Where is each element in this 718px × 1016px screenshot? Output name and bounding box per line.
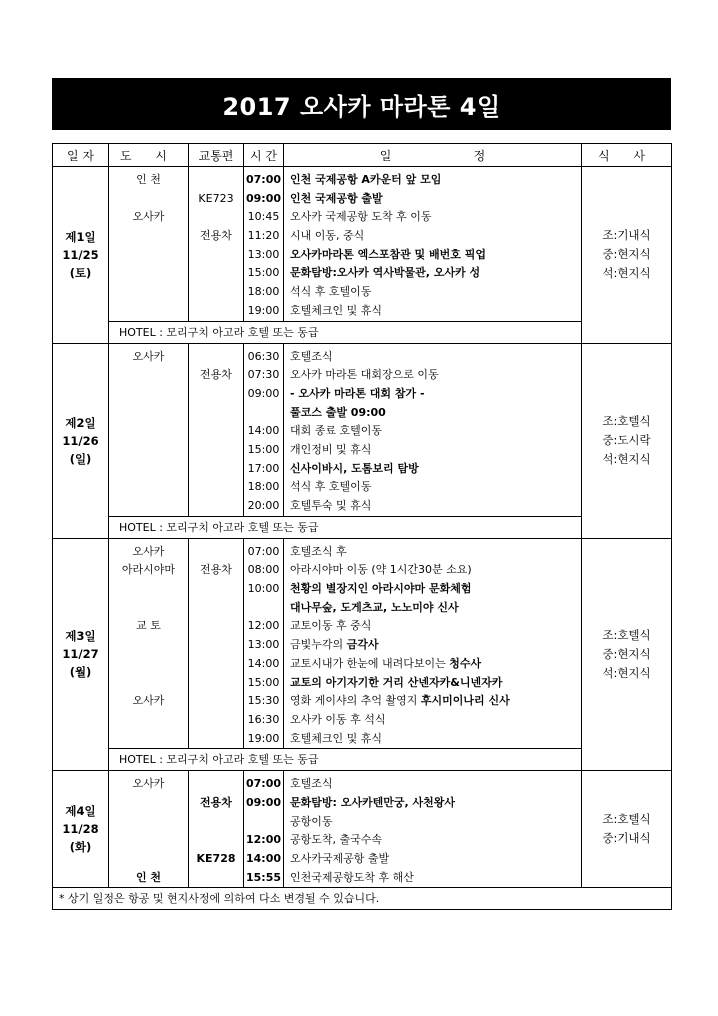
schedule-item-part: 청수사	[449, 656, 482, 670]
day-label-line: 제4일	[65, 804, 96, 819]
transport-value	[189, 441, 243, 460]
city-value	[109, 366, 188, 385]
city-value: 교 토	[136, 619, 161, 633]
transport-value	[189, 283, 243, 302]
city-cell	[109, 167, 189, 322]
city-value	[109, 385, 188, 404]
day-row	[53, 538, 672, 749]
meal-item: 석:현지식	[602, 665, 651, 680]
meal-item: 석:현지식	[602, 452, 651, 467]
time-value: 10:00	[247, 582, 280, 596]
header-schedule-right: 정	[473, 148, 486, 163]
day-row	[53, 343, 672, 516]
transport-value: 전용차	[200, 795, 232, 809]
city-value	[109, 636, 188, 655]
schedule-cell	[284, 771, 582, 888]
transport-cell	[189, 771, 244, 888]
time-value: 20:00	[247, 499, 280, 512]
transport-value	[189, 692, 243, 711]
day-label-cell	[53, 771, 109, 888]
meal-cell	[582, 771, 672, 888]
transport-value	[189, 385, 243, 404]
day-label-line: (토)	[69, 265, 92, 280]
schedule-item: 천황의 별장지인 아라시야마 문화체험	[290, 582, 472, 596]
city-value	[109, 246, 188, 265]
schedule-item: 오사카 마라톤 대회장으로 이동	[290, 368, 439, 382]
page-title: 2017 오사카 마라톤 4일	[52, 78, 671, 130]
time-cell	[244, 538, 284, 749]
city-value	[109, 794, 188, 813]
city-value	[109, 422, 188, 441]
schedule-item-part: 후시미이나리 신사	[420, 694, 510, 708]
meal-item: 조:기내식	[602, 228, 651, 243]
transport-value	[189, 580, 243, 599]
schedule-item: 시내 이동, 중식	[290, 229, 365, 243]
city-cell	[109, 771, 189, 888]
transport-value: KE728	[196, 852, 236, 865]
hotel-info: HOTEL : 모리구치 아고라 호텔 또는 동급	[109, 516, 582, 538]
day-label-line: 11/28	[62, 822, 99, 837]
time-value: 07:00	[247, 544, 280, 558]
schedule-item	[284, 636, 581, 655]
transport-value	[189, 422, 243, 441]
transport-value	[189, 302, 243, 321]
hotel-info: HOTEL : 모리구치 아고라 호텔 또는 동급	[109, 749, 582, 771]
hotel-info: HOTEL : 모리구치 아고라 호텔 또는 동급	[109, 321, 582, 343]
day-row	[53, 167, 672, 322]
meal-cell	[582, 343, 672, 538]
header-schedule	[284, 144, 582, 167]
time-value: 18:00	[247, 480, 280, 494]
time-value: 14:00	[247, 656, 280, 670]
meal-item: 조:호텔식	[602, 414, 651, 429]
city-value	[109, 813, 188, 832]
time-value	[244, 599, 283, 618]
time-cell	[244, 167, 284, 322]
transport-value	[189, 348, 243, 367]
schedule-cell	[284, 343, 582, 516]
transport-value	[189, 599, 243, 618]
schedule-item-part: 교토시내가 한눈에 내려다보이는	[290, 656, 450, 670]
meal-cell	[582, 167, 672, 344]
city-value	[109, 497, 188, 516]
header-schedule-left: 일	[379, 148, 392, 163]
transport-value	[189, 208, 243, 227]
time-value: 11:20	[247, 229, 280, 243]
transport-value	[189, 497, 243, 516]
meal-item: 중:기내식	[602, 831, 651, 846]
city-value: 오사카	[132, 544, 165, 558]
schedule-item: 호텔투숙 및 휴식	[290, 499, 372, 512]
time-value: 09:00	[245, 191, 281, 205]
city-value: 오사카	[132, 210, 165, 224]
transport-value	[189, 775, 243, 794]
transport-value	[189, 543, 243, 562]
time-value	[244, 404, 283, 423]
transport-value	[189, 674, 243, 693]
city-value	[109, 283, 188, 302]
day-label-cell	[53, 343, 109, 538]
day-label-line: (일)	[69, 451, 92, 466]
transport-value	[189, 711, 243, 730]
transport-cell	[189, 538, 244, 749]
day-label-line: (화)	[69, 840, 92, 855]
city-value	[109, 730, 188, 749]
city-value	[109, 478, 188, 497]
schedule-item: 교토의 아기자기한 거리 산넨자카&니넨자카	[290, 675, 503, 689]
transport-cell	[189, 343, 244, 516]
footnote: * 상기 일정은 항공 및 현지사정에 의하여 다소 변경될 수 있습니다.	[53, 888, 672, 910]
schedule-item	[284, 655, 581, 674]
time-value: 14:00	[247, 424, 280, 438]
city-value	[109, 441, 188, 460]
city-value	[109, 404, 188, 423]
time-value	[244, 813, 283, 832]
schedule-item-part: 금각사	[346, 638, 379, 652]
meal-item: 조:호텔식	[602, 812, 651, 827]
transport-value	[189, 478, 243, 497]
time-value: 12:00	[247, 619, 280, 633]
time-value: 08:00	[247, 563, 280, 577]
day-label-cell	[53, 167, 109, 344]
time-value: 07:30	[247, 368, 280, 382]
schedule-item: 호텔조식 후	[290, 544, 347, 558]
transport-value	[189, 813, 243, 832]
time-value: 07:00	[245, 173, 281, 186]
city-value	[109, 655, 188, 674]
time-cell	[244, 771, 284, 888]
city-value	[109, 599, 188, 618]
day-label-line: 제1일	[65, 229, 96, 244]
schedule-item: 공항이동	[290, 814, 333, 828]
time-value: 12:00	[245, 833, 281, 847]
transport-value: 전용차	[200, 229, 232, 243]
time-cell	[244, 343, 284, 516]
day-label-line: 11/26	[62, 433, 99, 448]
transport-value	[189, 617, 243, 636]
schedule-item: 대나무숲, 도게츠교, 노노미야 신사	[290, 600, 459, 614]
header-city	[109, 144, 189, 167]
time-value: 07:00	[245, 777, 281, 791]
city-value	[109, 580, 188, 599]
day-label-line: 제2일	[65, 415, 96, 430]
time-value: 15:00	[247, 266, 280, 280]
transport-cell	[189, 167, 244, 322]
city-value: 아라시야마	[121, 563, 176, 577]
hotel-row	[53, 516, 672, 538]
schedule-item-part: 영화 게이샤의 추억 촬영지	[290, 694, 421, 708]
transport-value	[189, 264, 243, 283]
time-value: 15:00	[247, 675, 280, 689]
city-cell	[109, 538, 189, 749]
schedule-item: 인천 국제공항 출발	[290, 191, 383, 205]
transport-value: 전용차	[200, 563, 232, 577]
time-value: 15:00	[247, 442, 280, 456]
schedule-item: 인천국제공항도착 후 해산	[290, 870, 414, 884]
day-label-line: 제3일	[65, 629, 96, 644]
schedule-item: - 오사카 마라톤 대회 참가 -	[290, 386, 425, 400]
schedule-item: 신사이바시, 도톰보리 탐방	[290, 461, 419, 475]
schedule-item: 석식 후 호텔이동	[290, 480, 372, 494]
schedule-item: 오사카마라톤 엑스포참관 및 배번호 픽업	[290, 247, 486, 261]
city-value: 오사카	[132, 349, 165, 363]
city-value	[109, 227, 188, 246]
schedule-cell	[284, 538, 582, 749]
schedule-item: 교토이동 후 중식	[290, 619, 372, 633]
schedule-item	[284, 692, 581, 711]
header-meal	[582, 144, 672, 167]
time-value: 19:00	[247, 303, 280, 317]
table-header-row	[53, 144, 672, 167]
header-day: 일 자	[53, 144, 109, 167]
city-value: 오사카	[132, 777, 165, 791]
time-value: 09:00	[247, 386, 280, 400]
header-transport: 교통편	[189, 144, 244, 167]
header-time: 시 간	[244, 144, 284, 167]
city-value: 오사카	[132, 694, 165, 708]
day-label-cell	[53, 538, 109, 771]
schedule-item: 오사카국제공항 출발	[290, 852, 390, 865]
time-value: 16:30	[247, 712, 280, 726]
schedule-item: 호텔체크인 및 휴식	[290, 731, 383, 745]
hotel-row	[53, 749, 672, 771]
schedule-item: 공항도착, 출국수속	[290, 833, 383, 847]
transport-value	[189, 655, 243, 674]
schedule-item: 오사카 국제공항 도착 후 이동	[290, 210, 432, 224]
city-value	[109, 264, 188, 283]
time-value: 18:00	[247, 285, 280, 299]
city-value	[109, 302, 188, 321]
schedule-item: 호텔조식	[290, 349, 333, 363]
time-value: 13:00	[247, 247, 280, 261]
city-value: 인 천	[135, 870, 162, 884]
time-value: 17:00	[247, 461, 280, 475]
schedule-item-part: 금빛누각의	[290, 638, 347, 652]
hotel-row	[53, 321, 672, 343]
meal-cell	[582, 538, 672, 771]
day-row	[53, 771, 672, 888]
meal-item: 중:도시락	[602, 433, 651, 448]
time-value: 06:30	[247, 349, 280, 363]
schedule-item: 대회 종료 호텔이동	[290, 424, 383, 438]
time-value: 09:00	[245, 795, 281, 809]
day-label-line: (월)	[69, 665, 92, 680]
city-cell	[109, 343, 189, 516]
transport-value	[189, 460, 243, 479]
transport-value	[189, 831, 243, 850]
city-value	[109, 831, 188, 850]
schedule-item: 호텔체크인 및 휴식	[290, 303, 383, 317]
schedule-item: 문화탐방: 오사카텐만궁, 사천왕사	[290, 795, 455, 809]
day-label-line: 11/25	[62, 247, 99, 262]
city-value: 인 천	[136, 173, 161, 186]
time-value: 15:30	[247, 694, 280, 708]
schedule-cell	[284, 167, 582, 322]
footnote-row	[53, 888, 672, 910]
transport-value	[189, 404, 243, 423]
meal-item: 중:현지식	[602, 247, 651, 262]
header-city-label: 도 시	[120, 148, 177, 163]
city-value	[109, 850, 188, 869]
schedule-item: 개인정비 및 휴식	[290, 442, 372, 456]
schedule-item: 오사카 이동 후 석식	[290, 712, 386, 726]
meal-item: 중:현지식	[602, 646, 651, 661]
header-meal-label: 식 사	[598, 148, 655, 163]
schedule-item: 호텔조식	[290, 777, 333, 791]
day-label-line: 11/27	[62, 647, 99, 662]
city-value	[109, 674, 188, 693]
transport-value: KE723	[198, 191, 234, 205]
schedule-item: 인천 국제공항 A카운터 앞 모임	[290, 173, 442, 186]
meal-item: 석:현지식	[602, 266, 651, 281]
time-value: 13:00	[247, 638, 280, 652]
time-value: 19:00	[247, 731, 280, 745]
time-value: 14:00	[245, 852, 281, 865]
schedule-item: 문화탐방:오사카 역사박물관, 오사카 성	[290, 266, 481, 280]
meal-item: 조:호텔식	[602, 627, 651, 642]
itinerary-table	[52, 143, 672, 910]
time-value: 15:55	[245, 870, 281, 884]
city-value	[109, 460, 188, 479]
time-value: 10:45	[247, 210, 280, 224]
schedule-item: 석식 후 호텔이동	[290, 285, 372, 299]
schedule-item: 아라시야마 이동 (약 1시간30분 소요)	[290, 563, 472, 577]
transport-value	[189, 246, 243, 265]
city-value	[109, 711, 188, 730]
transport-value	[189, 869, 243, 888]
transport-value	[189, 636, 243, 655]
transport-value: 전용차	[200, 368, 232, 382]
city-value	[109, 190, 188, 209]
transport-value	[189, 171, 243, 190]
transport-value	[189, 730, 243, 749]
schedule-item: 풀코스 출발 09:00	[290, 405, 386, 419]
